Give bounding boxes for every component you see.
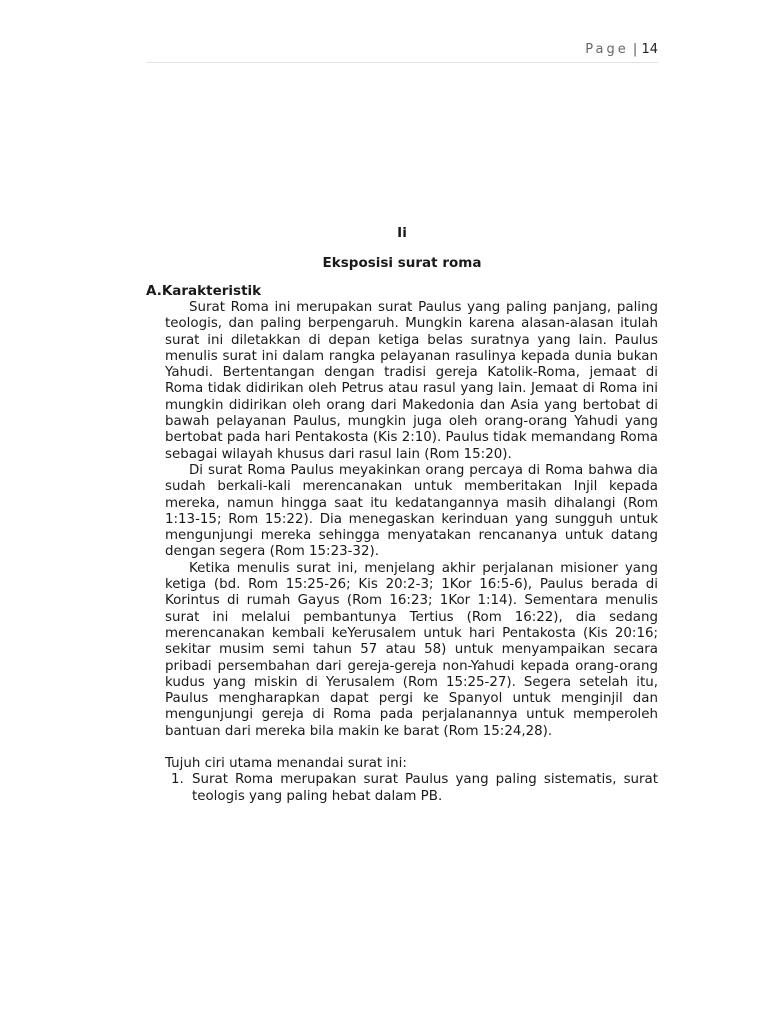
paragraph-3: Ketika menulis surat ini, menjelang akhir perjalanan misioner yang ketiga (bd. Rom 15:25-26; Kis 20:2-3; 1Kor 16:5-6), Paulus berada di Korintus di rumah Gayus (Rom 16:23; 1Kor 1:14). Sementara menulis surat ini melalui pembantunya Tertius (Rom 16:22), dia sedang merencanakan kembali keYerusalem untuk hari Pentakosta (Kis 20:16; sekitar musim semi tahun 57 atau 58) untuk menyampaikan secara pribadi persembahan dari gereja-gereja non-Yahudi kepada orang-orang kudus yang miskin di Yerusalem (Rom 15:25-27). Segera setelah itu, Paulus mengharapkan dapat pergi ke Spanyol untuk menginjil dan mengunjungi gereja di Roma pada perjalanannya untuk memperoleh bantuan dari mereka bila makin ke barat (Rom 15:24,28). [165,560,658,739]
characteristics-list [165,772,658,805]
list-item-number: 1. [171,772,184,788]
paragraph-2: Di surat Roma Paulus meyakinkan orang percaya di Roma bahwa dia sudah berkali-kali merencanakan untuk memberitakan Injil kepada mereka, namun hingga saat itu kedatangannya masih dihalangi (Rom 1:13-15; Rom 15:22). Dia menegaskan kerinduan yang sungguh untuk mengunjungi mereka sehingga menyatakan rencananya untuk datang dengan segera (Rom 15:23-32). [165,462,658,560]
chapter-title: Eksposisi surat roma [322,255,482,271]
paragraph-1: Surat Roma ini merupakan surat Paulus yang paling panjang, paling teologis, dan paling berpengaruh. Mungkin karena alasan-alasan itulah surat ini diletakkan di depan ketiga belas suratnya yang lain. Paulus menulis surat ini dalam rangka pelayanan rasulinya kepada dunia bukan Yahudi. Bertentangan dengan tradisi gereja Katolik-Roma, jemaat di Roma tidak didirikan oleh Petrus atau rasul yang lain. Jemaat di Roma ini mungkin didirikan oleh orang dari Makedonia dan Asia yang bertobat di bawah pelayanan Paulus, mungkin juga oleh orang-orang Yahudi yang bertobat pada hari Pentakosta (Kis 2:10). Paulus tidak memandang Roma sebagai wilayah khusus dari rasul lain (Rom 15:20). [165,300,658,462]
page-number: 14 [641,42,658,57]
list-item-text: Surat Roma merupakan surat Paulus yang paling sistematis, surat teologis yang paling hebat dalam PB. [192,772,658,804]
page-header [146,42,658,63]
chapter-number: Ii [397,225,407,241]
page-word: Page [585,42,629,57]
section-heading: A.Karakteristik [146,283,262,299]
paragraph-spacer [165,740,658,756]
page-separator: | [632,42,638,57]
document-body [165,300,658,805]
list-intro: Tujuh ciri utama menandai surat ini: [165,756,407,772]
page-number-label [585,42,658,57]
list-item [165,772,658,805]
